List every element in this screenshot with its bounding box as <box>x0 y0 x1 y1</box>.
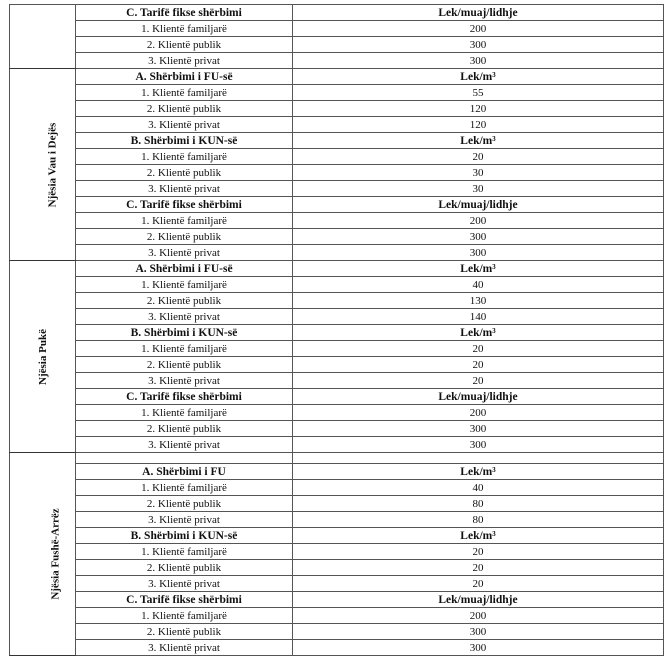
blank-cell <box>293 453 664 464</box>
client-type: 3. Klientë privat <box>76 117 293 133</box>
unit-cell <box>10 5 76 69</box>
client-type: 1. Klientë familjarë <box>76 544 293 560</box>
tariff-value: 20 <box>293 373 664 389</box>
client-type: 3. Klientë privat <box>76 576 293 592</box>
tariff-value: 140 <box>293 309 664 325</box>
table-row <box>10 496 664 512</box>
table-row <box>10 512 664 528</box>
table-row <box>10 229 664 245</box>
table-row <box>10 560 664 576</box>
table-row <box>10 421 664 437</box>
group-unit: Lek/m³ <box>293 325 664 341</box>
unit-cell <box>10 69 76 261</box>
tariff-value: 20 <box>293 149 664 165</box>
group-title: A. Shërbimi i FU-së <box>76 69 293 85</box>
client-type: 3. Klientë privat <box>76 53 293 69</box>
group-title: C. Tarifë fikse shërbimi <box>76 389 293 405</box>
group-header-row <box>10 528 664 544</box>
client-type: 3. Klientë privat <box>76 181 293 197</box>
table-row <box>10 608 664 624</box>
table-row <box>10 149 664 165</box>
tariff-value: 30 <box>293 165 664 181</box>
client-type: 3. Klientë privat <box>76 512 293 528</box>
group-unit: Lek/m³ <box>293 528 664 544</box>
tariff-value: 20 <box>293 576 664 592</box>
group-unit: Lek/m³ <box>293 261 664 277</box>
group-header-row <box>10 389 664 405</box>
tariff-value: 300 <box>293 229 664 245</box>
client-type: 3. Klientë privat <box>76 245 293 261</box>
client-type: 3. Klientë privat <box>76 309 293 325</box>
client-type: 3. Klientë privat <box>76 437 293 453</box>
client-type: 2. Klientë publik <box>76 421 293 437</box>
group-header-row <box>10 69 664 85</box>
client-type: 1. Klientë familjarë <box>76 405 293 421</box>
unit-cell <box>10 453 76 656</box>
client-type: 2. Klientë publik <box>76 229 293 245</box>
client-type: 2. Klientë publik <box>76 165 293 181</box>
group-header-row <box>10 197 664 213</box>
tariff-value: 300 <box>293 245 664 261</box>
client-type: 2. Klientë publik <box>76 101 293 117</box>
group-title: C. Tarifë fikse shërbimi <box>76 5 293 21</box>
table-row <box>10 437 664 453</box>
tariff-value: 20 <box>293 341 664 357</box>
tariff-value: 80 <box>293 496 664 512</box>
client-type: 1. Klientë familjarë <box>76 608 293 624</box>
client-type: 1. Klientë familjarë <box>76 480 293 496</box>
table-row <box>10 341 664 357</box>
tariff-value: 200 <box>293 21 664 37</box>
group-title: C. Tarifë fikse shërbimi <box>76 592 293 608</box>
tariff-value: 300 <box>293 437 664 453</box>
table-row <box>10 165 664 181</box>
client-type: 1. Klientë familjarë <box>76 341 293 357</box>
group-header-row <box>10 464 664 480</box>
table-row <box>10 213 664 229</box>
client-type: 1. Klientë familjarë <box>76 85 293 101</box>
tariff-value: 40 <box>293 480 664 496</box>
group-unit: Lek/muaj/lidhje <box>293 389 664 405</box>
client-type: 1. Klientë familjarë <box>76 213 293 229</box>
tariff-value: 30 <box>293 181 664 197</box>
tariff-value: 120 <box>293 101 664 117</box>
tariff-table <box>9 4 664 656</box>
tariff-value: 55 <box>293 85 664 101</box>
table-row <box>10 21 664 37</box>
client-type: 1. Klientë familjarë <box>76 149 293 165</box>
blank-cell <box>76 453 293 464</box>
table-row <box>10 37 664 53</box>
group-title: A. Shërbimi i FU-së <box>76 261 293 277</box>
tariff-value: 20 <box>293 357 664 373</box>
tariff-value: 200 <box>293 213 664 229</box>
blank-row <box>10 453 664 464</box>
client-type: 3. Klientë privat <box>76 640 293 656</box>
table-row <box>10 101 664 117</box>
group-unit: Lek/m³ <box>293 69 664 85</box>
table-row <box>10 117 664 133</box>
tariff-value: 300 <box>293 624 664 640</box>
table-row <box>10 640 664 656</box>
group-title: B. Shërbimi i KUN-së <box>76 325 293 341</box>
group-title: B. Shërbimi i KUN-së <box>76 133 293 149</box>
tariff-value: 120 <box>293 117 664 133</box>
group-unit: Lek/muaj/lidhje <box>293 197 664 213</box>
client-type: 2. Klientë publik <box>76 624 293 640</box>
group-title: B. Shërbimi i KUN-së <box>76 528 293 544</box>
unit-label: Njësia Vau i Dejës <box>46 122 59 207</box>
client-type: 2. Klientë publik <box>76 496 293 512</box>
client-type: 3. Klientë privat <box>76 373 293 389</box>
client-type: 1. Klientë familjarë <box>76 21 293 37</box>
unit-cell <box>10 261 76 453</box>
tariff-value: 40 <box>293 277 664 293</box>
group-header-row <box>10 325 664 341</box>
unit-label: Njësia Pukë <box>36 328 49 385</box>
group-unit: Lek/muaj/lidhje <box>293 5 664 21</box>
table-row <box>10 357 664 373</box>
client-type: 2. Klientë publik <box>76 357 293 373</box>
tariff-value: 20 <box>293 544 664 560</box>
tariff-value: 20 <box>293 560 664 576</box>
tariff-value: 200 <box>293 608 664 624</box>
unit-label: Njësia Fushë-Arrëz <box>49 508 62 600</box>
tariff-value: 300 <box>293 640 664 656</box>
table-row <box>10 373 664 389</box>
tariff-table-body <box>10 5 664 656</box>
client-type: 2. Klientë publik <box>76 560 293 576</box>
group-unit: Lek/muaj/lidhje <box>293 592 664 608</box>
client-type: 1. Klientë familjarë <box>76 277 293 293</box>
table-row <box>10 53 664 69</box>
tariff-value: 300 <box>293 421 664 437</box>
tariff-value: 200 <box>293 405 664 421</box>
group-unit: Lek/m³ <box>293 464 664 480</box>
tariff-value: 300 <box>293 37 664 53</box>
table-row <box>10 277 664 293</box>
table-row <box>10 576 664 592</box>
tariff-value: 80 <box>293 512 664 528</box>
table-row <box>10 245 664 261</box>
group-header-row <box>10 261 664 277</box>
group-title: C. Tarifë fikse shërbimi <box>76 197 293 213</box>
table-row <box>10 624 664 640</box>
client-type: 2. Klientë publik <box>76 293 293 309</box>
table-row <box>10 85 664 101</box>
group-unit: Lek/m³ <box>293 133 664 149</box>
table-row <box>10 544 664 560</box>
group-title: A. Shërbimi i FU <box>76 464 293 480</box>
tariff-value: 130 <box>293 293 664 309</box>
group-header-row <box>10 5 664 21</box>
group-header-row <box>10 592 664 608</box>
table-row <box>10 293 664 309</box>
group-header-row <box>10 133 664 149</box>
table-row <box>10 181 664 197</box>
tariff-value: 300 <box>293 53 664 69</box>
client-type: 2. Klientë publik <box>76 37 293 53</box>
table-row <box>10 480 664 496</box>
table-row <box>10 405 664 421</box>
table-row <box>10 309 664 325</box>
